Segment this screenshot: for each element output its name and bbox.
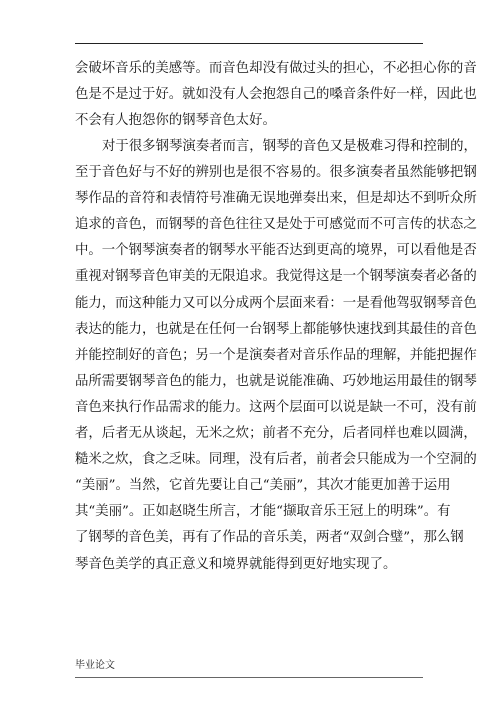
paragraph-line: 追求的音色，而钢琴的音色往往又是处于可感觉而不可言传的状态之 xyxy=(75,217,477,233)
paragraph-1 xyxy=(75,56,477,134)
paragraph-line: 重视对钢琴音色审美的无限追求。我觉得这是一个钢琴演奏者必备的 xyxy=(75,269,477,285)
paragraph-line: 音色来执行作品需求的能力。这两个层面可以说是缺一不可，没有前 xyxy=(75,399,477,415)
paragraph-line: 中。一个钢琴演奏者的钢琴水平能否达到更高的境界，可以看他是否 xyxy=(75,243,477,259)
paragraph-line: 能力，而这种能力又可以分成两个层面来看：一是看他驾驭钢琴音色 xyxy=(75,295,477,311)
paragraph-line: 品所需要钢琴音色的能力，也就是说能准确、巧妙地运用最佳的钢琴 xyxy=(75,373,477,389)
paragraph-line: 色是不是过于好。就如没有人会抱怨自己的嗓音条件好一样，因此也 xyxy=(75,87,477,103)
footer-label: 毕业论文 xyxy=(75,660,115,671)
header-rule xyxy=(75,43,423,44)
paragraph-line: 并能控制好的音色；另一个是演奏者对音乐作品的理解，并能把握作 xyxy=(75,347,477,363)
paragraph-line: 了钢琴的音色美，再有了作品的音乐美，两者“双剑合璧”，那么钢 xyxy=(75,530,464,546)
paragraph-line: 不会有人抱怨你的钢琴音色太好。 xyxy=(75,113,276,129)
paragraph-line: “美丽”。当然，它首先要让自己“美丽”，其次才能更加善于运用 xyxy=(75,478,451,494)
paragraph-line: 表达的能力，也就是在任何一台钢琴上都能够快速找到其最佳的音色 xyxy=(75,321,477,337)
paragraph-line: 琴音色美学的真正意义和境界就能得到更好地实现了。 xyxy=(75,556,397,572)
paragraph-line: 其“美丽”。正如赵晓生所言，才能“撷取音乐王冠上的明珠”。有 xyxy=(75,504,451,520)
paragraph-line: 至于音色好与不好的辨别也是很不容易的。很多演奏者虽然能够把钢 xyxy=(75,165,477,181)
paragraph-line: 对于很多钢琴演奏者而言，钢琴的音色又是极难习得和控制的， xyxy=(102,139,477,154)
paragraph-line: 会破坏音乐的美感等。而音色却没有做过头的担心，不必担心你的音 xyxy=(75,61,477,76)
paragraph-line: 琴作品的音符和表情符号准确无误地弹奏出来，但是却达不到听众所 xyxy=(75,191,477,207)
paragraph-line: 糙米之炊，食之乏味。同理，没有后者，前者会只能成为一个空洞的 xyxy=(75,452,477,468)
paragraph-2 xyxy=(75,134,477,578)
paragraph-line: 者，后者无从谈起，无米之炊；前者不充分，后者同样也难以圆满， xyxy=(75,426,477,442)
footer-rule xyxy=(75,677,423,678)
